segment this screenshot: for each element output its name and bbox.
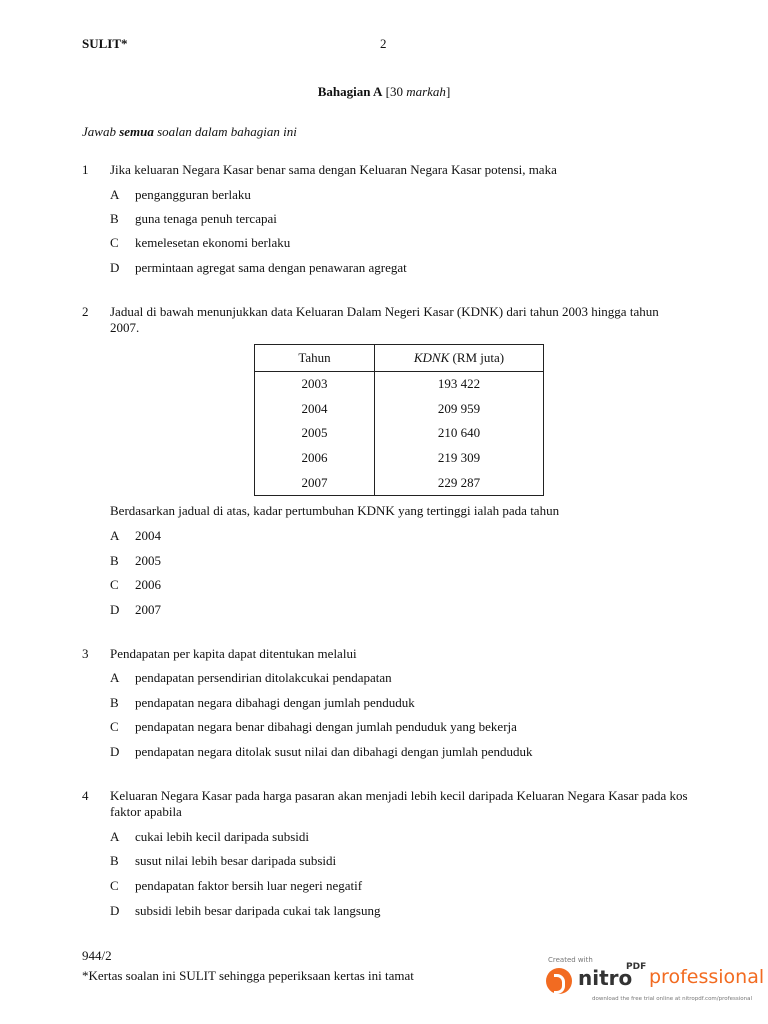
question-1-option-text: permintaan agregat sama dengan penawaran agregat <box>135 260 407 275</box>
question-1-option-letter: C <box>110 235 119 250</box>
kdnk-header-abbr: KDNK <box>413 350 450 365</box>
kdnk-table <box>254 344 544 496</box>
question-2-option-letter: D <box>110 602 120 617</box>
question-3-option-text: pendapatan negara benar dibahagi dengan jumlah penduduk yang bekerja <box>135 719 517 734</box>
kdnk-value-cell: 209 959 <box>375 397 544 422</box>
kdnk-header-year: Tahun <box>255 345 375 372</box>
question-1-option-letter: A <box>110 187 120 202</box>
kdnk-year-cell: 2006 <box>255 446 375 471</box>
question-4-number: 4 <box>82 788 89 803</box>
question-2-option-text: 2006 <box>135 577 161 592</box>
question-2-option-letter: A <box>110 528 120 543</box>
question-4-text: Keluaran Negara Kasar pada harga pasaran akan menjadi lebih kecil daripada Keluaran Negara Kasar pada kos faktor apabila <box>110 788 688 819</box>
kdnk-year-cell: 2003 <box>255 372 375 397</box>
question-1-text: Jika keluaran Negara Kasar benar sama dengan Keluaran Negara Kasar potensi, maka <box>110 162 557 177</box>
question-4-option-text: cukai lebih kecil daripada subsidi <box>135 829 310 844</box>
kdnk-year-cell: 2005 <box>255 421 375 446</box>
question-4-option-letter: B <box>110 853 119 868</box>
kdnk-value-cell: 229 287 <box>375 470 544 495</box>
kdnk-header-value <box>375 345 544 372</box>
kdnk-year-cell: 2007 <box>255 470 375 495</box>
watermark-created-with: Created with <box>548 956 593 964</box>
page-number: 2 <box>380 36 387 51</box>
question-2-option-text: 2004 <box>135 528 161 543</box>
question-2-option-letter: C <box>110 577 119 592</box>
question-3-number: 3 <box>82 646 89 661</box>
question-4-option-text: pendapatan faktor bersih luar negeri negatif <box>135 878 363 893</box>
question-1-option-text: kemelesetan ekonomi berlaku <box>135 235 291 250</box>
question-2-text: Jadual di bawah menunjukkan data Keluaran Dalam Negeri Kasar (KDNK) dari tahun 2003 hingga tahun 2007. <box>110 304 659 335</box>
question-4-option-text: susut nilai lebih besar daripada subsidi <box>135 853 337 868</box>
footer-note: *Kertas soalan ini SULIT sehingga peperiksaan kertas ini tamat <box>82 968 414 983</box>
kdnk-value-cell: 210 640 <box>375 421 544 446</box>
kdnk-header-unit: (RM juta) <box>449 350 505 365</box>
question-3-option-letter: B <box>110 695 119 710</box>
question-1-option-letter: D <box>110 260 120 275</box>
question-3-option-text: pendapatan negara ditolak susut nilai dan dibahagi dengan jumlah penduduk <box>135 744 533 759</box>
nitro-watermark <box>546 956 768 1016</box>
question-4-option-text: subsidi lebih besar daripada cukai tak langsung <box>135 903 381 918</box>
table-row <box>255 372 544 397</box>
nitro-logo-icon <box>546 968 572 994</box>
question-4-option-letter: A <box>110 829 120 844</box>
question-2-stem: Berdasarkan jadual di atas, kadar pertumbuhan KDNK yang tertinggi ialah pada tahun <box>110 503 560 518</box>
section-title-bold: Bahagian A <box>317 84 383 99</box>
kdnk-table-header <box>255 345 544 372</box>
question-2-option-text: 2005 <box>135 553 161 568</box>
table-row <box>255 470 544 495</box>
question-4-option-letter: D <box>110 903 120 918</box>
paper-code: 944/2 <box>82 948 112 963</box>
section-title-marks: markah <box>406 84 446 99</box>
instructions <box>82 124 297 140</box>
question-2-option-text: 2007 <box>135 602 161 617</box>
question-3-option-letter: A <box>110 670 120 685</box>
table-row <box>255 446 544 471</box>
question-1-number: 1 <box>82 162 89 177</box>
question-1-option-letter: B <box>110 211 119 226</box>
instructions-bold: semua <box>119 124 154 139</box>
kdnk-value-cell: 193 422 <box>375 372 544 397</box>
question-3-option-text: pendapatan persendirian ditolakcukai pendapatan <box>135 670 392 685</box>
section-title <box>0 84 768 100</box>
question-3-option-letter: C <box>110 719 119 734</box>
header-sulit: SULIT* <box>82 36 128 51</box>
section-title-bracket-close: ] <box>445 84 451 99</box>
section-title-bracket-open: [30 <box>382 84 407 99</box>
kdnk-year-cell: 2004 <box>255 397 375 422</box>
question-4-option-letter: C <box>110 878 119 893</box>
instructions-suffix: soalan dalam bahagian ini <box>153 124 297 139</box>
question-3-option-letter: D <box>110 744 120 759</box>
kdnk-value-cell: 219 309 <box>375 446 544 471</box>
instructions-prefix: Jawab <box>82 124 120 139</box>
watermark-subtext: download the free trial online at nitropdf.com/professional <box>592 996 752 1002</box>
question-2-option-letter: B <box>110 553 119 568</box>
question-3-option-text: pendapatan negara dibahagi dengan jumlah penduduk <box>135 695 415 710</box>
question-1-option-text: pengangguran berlaku <box>135 187 251 202</box>
question-2-number: 2 <box>82 304 89 319</box>
table-row <box>255 397 544 422</box>
question-1-option-text: guna tenaga penuh tercapai <box>135 211 277 226</box>
watermark-product: professional <box>649 966 765 988</box>
watermark-brand: nitro <box>578 966 633 990</box>
table-row <box>255 421 544 446</box>
question-3-text: Pendapatan per kapita dapat ditentukan melalui <box>110 646 357 661</box>
watermark-pdf: PDF <box>626 962 647 972</box>
